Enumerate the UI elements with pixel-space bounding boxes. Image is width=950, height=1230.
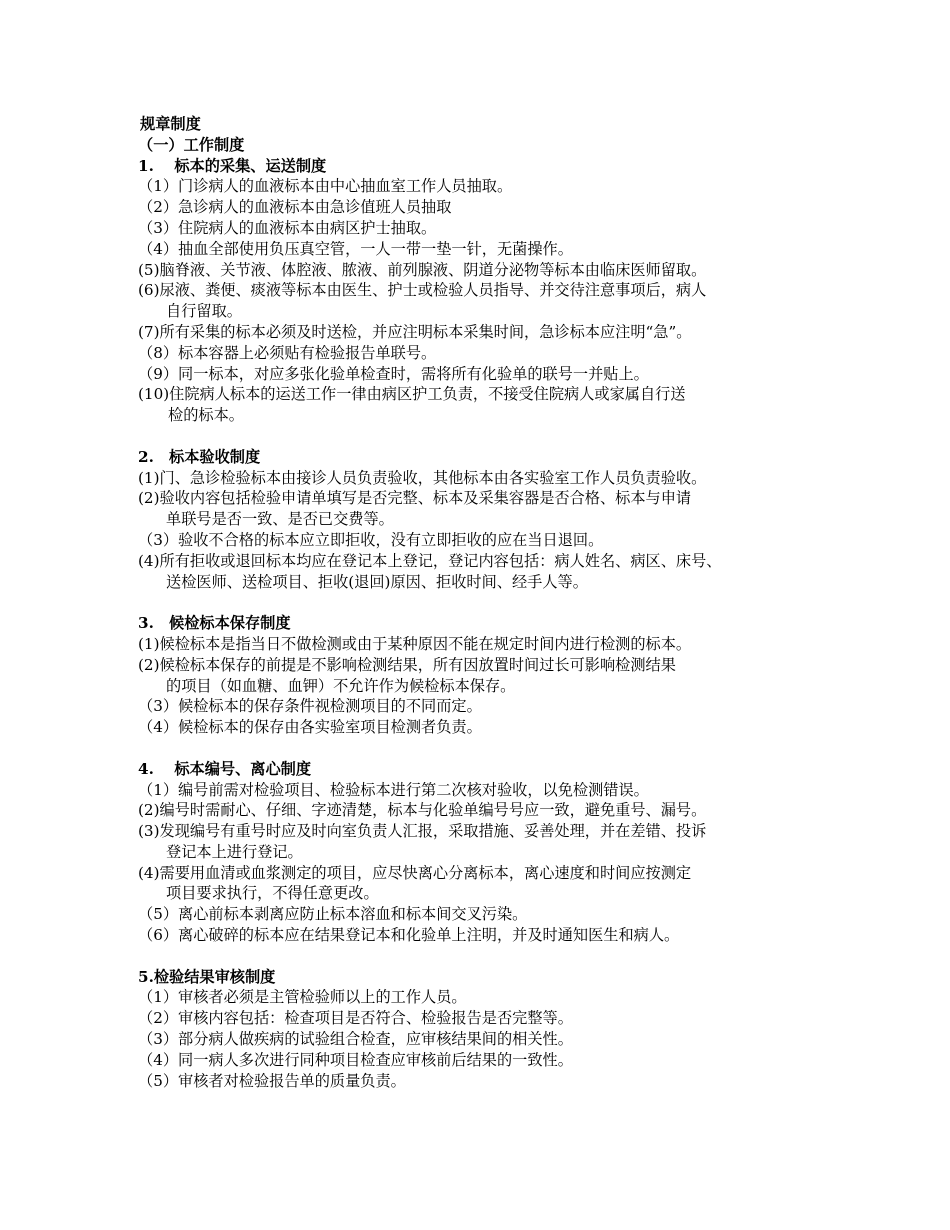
item-line: （5）审核者对检验报告单的质量负责。	[138, 1071, 406, 1090]
document-subtitle: （一）工作制度	[138, 135, 245, 154]
item-line-continued: 送检医师、送检项目、拒收(退回)原因、拒收时间、经手人等。	[166, 572, 588, 591]
item-line: (6)尿液、粪便、痰液等标本由医生、护士或检验人员指导、并交待注意事项后，病人	[138, 281, 707, 300]
list-item	[138, 863, 838, 905]
item-line: （4）候检标本的保存由各实验室项目检测者负责。	[138, 718, 482, 737]
list-item	[138, 364, 838, 385]
list-item	[138, 780, 838, 801]
document-body	[138, 114, 838, 1091]
item-line: （3）候检标本的保存条件视检测项目的不同而定。	[138, 697, 482, 716]
list-item	[138, 717, 838, 738]
item-line: （5）离心前标本剥离应防止标本溶血和标本间交叉污染。	[138, 905, 528, 924]
item-line: （8）标本容器上必须贴有检验报告单联号。	[138, 343, 437, 362]
item-line-continued: 单联号是否一致、是否已交费等。	[166, 510, 394, 529]
item-line: （2）审核内容包括：检查项目是否符合、检验报告是否完整等。	[138, 1009, 573, 1028]
list-item	[138, 197, 838, 218]
section-heading: 4. 标本编号、离心制度	[138, 759, 312, 778]
list-item	[138, 925, 838, 946]
item-line: (7)所有采集的标本必须及时送检，并应注明标本采集时间，急诊标本应注明“急”。	[138, 322, 692, 341]
list-item	[138, 322, 838, 343]
item-line: (2)编号时需耐心、仔细、字迹清楚，标本与化验单编号号应一致，避免重号、漏号。	[138, 801, 707, 820]
list-item	[138, 343, 838, 364]
item-line: （1）门诊病人的血液标本由中心抽血室工作人员抽取。	[138, 177, 513, 196]
list-item	[138, 551, 838, 593]
list-item	[138, 280, 838, 322]
list-item	[138, 1029, 838, 1050]
item-line: (1)门、急诊检验标本由接诊人员负责验收，其他标本由各实验室工作人员负责验收。	[138, 468, 707, 487]
list-item	[138, 821, 838, 863]
item-line: (4)需要用血清或血浆测定的项目，应尽快离心分离标本，离心速度和时间应按测定	[138, 863, 692, 882]
list-item	[138, 218, 838, 239]
item-line: (2)验收内容包括检验申请单填写是否完整、标本及采集容器是否合格、标本与申请	[138, 489, 692, 508]
list-item	[138, 634, 838, 655]
section-pending-specimen-storage	[138, 613, 838, 738]
list-item	[138, 260, 838, 281]
section-specimen-acceptance	[138, 447, 838, 593]
section-heading: 2. 标本验收制度	[138, 447, 261, 466]
item-line-continued: 检的标本。	[168, 406, 244, 425]
item-line: （6）离心破碎的标本应在结果登记本和化验单上注明，并及时通知医生和病人。	[138, 926, 680, 945]
section-specimen-numbering	[138, 759, 838, 946]
list-item	[138, 800, 838, 821]
item-line: （9）同一标本，对应多张化验单检查时，需将所有化验单的联号一并贴上。	[138, 364, 649, 383]
section-result-review	[138, 967, 838, 1092]
list-item	[138, 655, 838, 697]
item-line: (4)所有拒收或退回标本均应在登记本上登记，登记内容包括：病人姓名、病区、床号、	[138, 551, 722, 570]
item-line-continued: 自行留取。	[166, 302, 242, 321]
section-heading: 1. 标本的采集、运送制度	[138, 156, 327, 175]
document-title: 规章制度	[140, 115, 201, 133]
section-specimen-collection	[138, 156, 838, 426]
list-item	[138, 384, 838, 426]
item-line: (3)发现编号有重号时应及时向室负责人汇报，采取措施、妥善处理，并在差错、投诉	[138, 822, 707, 841]
item-line: (10)住院病人标本的运送工作一律由病区护工负责，不接受住院病人或家属自行送	[138, 385, 686, 404]
item-line-continued: 登记本上进行登记。	[166, 842, 303, 861]
item-line-continued: 项目要求执行，不得任意更改。	[166, 884, 379, 903]
item-line: (2)候检标本保存的前提是不影响检测结果，所有因放置时间过长可影响检测结果	[138, 655, 676, 674]
list-item	[138, 239, 838, 260]
item-line: （3）部分病人做疾病的试验组合检查，应审核结果间的相关性。	[138, 1030, 573, 1049]
item-line: （1）审核者必须是主管检验师以上的工作人员。	[138, 988, 467, 1007]
list-item	[138, 1050, 838, 1071]
list-item	[138, 696, 838, 717]
item-line: （4）同一病人多次进行同种项目检查应审核前后结果的一致性。	[138, 1050, 573, 1069]
list-item	[138, 176, 838, 197]
item-line: (5)脑脊液、关节液、体腔液、脓液、前列腺液、阴道分泌物等标本由临床医师留取。	[138, 260, 707, 279]
item-line: （1）编号前需对检验项目、检验标本进行第二次核对验收，以免检测错误。	[138, 780, 649, 799]
list-item	[138, 468, 838, 489]
list-item	[138, 530, 838, 551]
item-line: (1)候检标本是指当日不做检测或由于某种原因不能在规定时间内进行检测的标本。	[138, 634, 692, 653]
list-item	[138, 1008, 838, 1029]
list-item	[138, 488, 838, 530]
item-line: （2）急诊病人的血液标本由急诊值班人员抽取	[138, 198, 452, 217]
item-line: （3）住院病人的血液标本由病区护士抽取。	[138, 218, 437, 237]
list-item	[138, 904, 838, 925]
section-heading: 3. 候检标本保存制度	[138, 614, 291, 633]
list-item	[138, 1071, 838, 1092]
list-item	[138, 987, 838, 1008]
item-line: （4）抽血全部使用负压真空管，一人一带一垫一针，无菌操作。	[138, 239, 573, 258]
item-line-continued: 的项目（如血糖、血钾）不允许作为候检标本保存。	[166, 676, 516, 695]
item-line: （3）验收不合格的标本应立即拒收，没有立即拒收的应在当日退回。	[138, 530, 604, 549]
section-heading: 5.检验结果审核制度	[138, 967, 276, 986]
